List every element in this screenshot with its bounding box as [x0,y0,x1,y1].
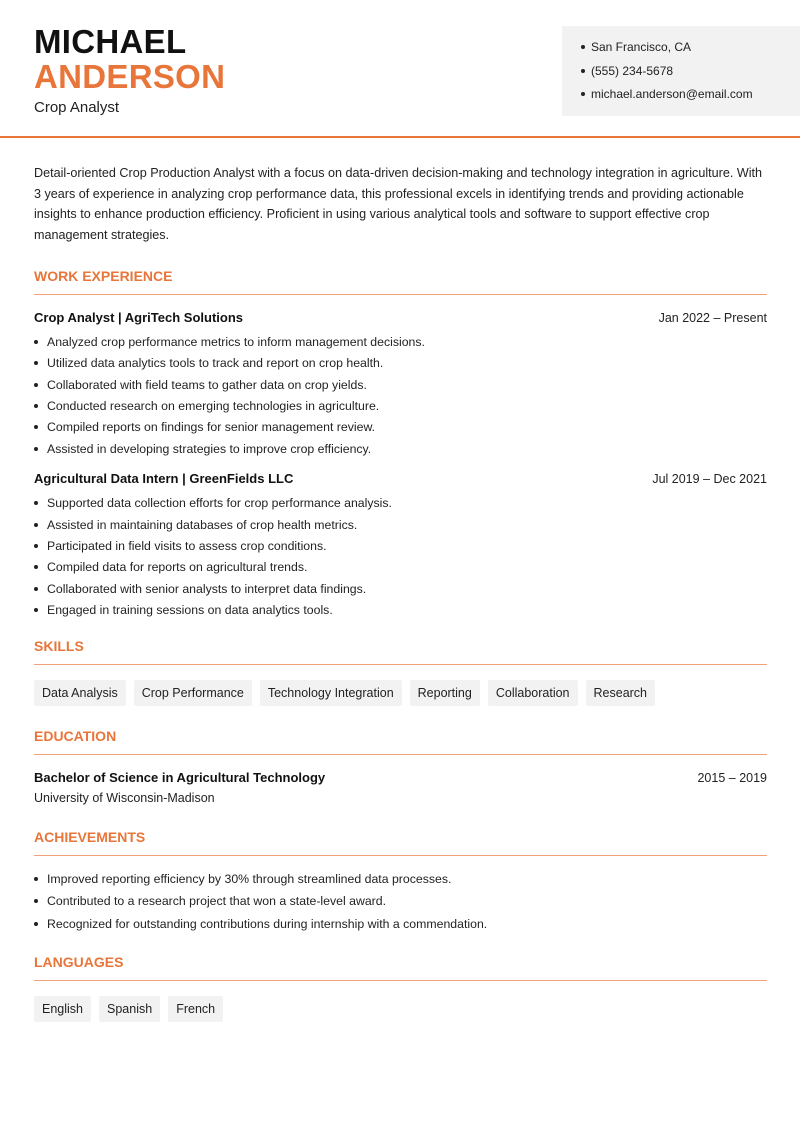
bullet-icon [581,92,585,96]
bullet-text: Participated in field visits to assess crop conditions. [47,538,327,553]
bullet-icon [34,608,38,612]
bullet-icon [34,361,38,365]
bullet-icon [34,877,38,881]
job-dates: Jan 2022 – Present [658,310,767,325]
job-entry [34,310,767,462]
resume-header [0,0,800,138]
bullet-text: Assisted in developing strategies to improve crop efficiency. [47,441,372,456]
job-role: Crop Analyst [34,99,120,116]
contact-email [581,86,800,110]
job-title: Agricultural Data Intern | GreenFields LLC [34,471,294,487]
section-title-work: WORK EXPERIENCE [34,268,767,295]
contact-location [581,39,800,63]
job-bullets [34,495,767,623]
job-dates: Jul 2019 – Dec 2021 [652,472,767,487]
bullet-text: Collaborated with senior analysts to interpret data findings. [47,581,367,596]
bullet-icon [581,45,585,49]
list-item [34,398,767,419]
bullet-text: Recognized for outstanding contributions during internship with a commendation. [47,916,488,931]
skill-tag: Crop Performance [134,680,252,706]
summary-paragraph: Detail-oriented Crop Production Analyst with a focus on data-driven decision-making and technology integration in agriculture. With 3 years of experience in analyzing crop performance data, this professional excels in identifying trends and providing actionable insights to enhance production efficiency. Proficient in using various analytical tools and software to support effective crop management strategies. [34,166,763,243]
bullet-text: Conducted research on emerging technologies in agriculture. [47,398,380,413]
bullet-text: Compiled data for reports on agricultural trends. [47,560,308,575]
education-dates: 2015 – 2019 [697,770,767,785]
skills-tags [34,680,767,706]
bullet-text: Engaged in training sessions on data analytics tools. [47,603,333,618]
bullet-text: Collaborated with field teams to gather data on crop yields. [47,377,367,392]
language-tag: French [168,996,223,1022]
achievements-section [34,829,767,939]
bullet-icon [34,899,38,903]
resume-body [34,163,767,1022]
list-item [34,538,767,559]
bullet-icon [34,447,38,451]
list-item [34,581,767,602]
bullet-text: Assisted in maintaining databases of crop health metrics. [47,517,358,532]
section-title-education: EDUCATION [34,728,767,755]
school-name: University of Wisconsin-Madison [34,790,215,805]
skill-tag: Research [586,680,656,706]
bullet-text: Supported data collection efforts for crop performance analysis. [47,496,392,511]
bullet-icon [34,523,38,527]
list-item [34,893,767,916]
list-item [34,334,767,355]
education-header [34,770,767,785]
list-item [34,441,767,462]
bullet-text: Utilized data analytics tools to track and report on crop health. [47,356,384,371]
list-item [34,602,767,623]
achievement-bullets [34,871,767,939]
bullet-icon [34,425,38,429]
list-item [34,495,767,516]
job-title: Crop Analyst | AgriTech Solutions [34,309,244,325]
job-header [34,471,767,486]
languages-section [34,954,767,1022]
last-name: ANDERSON [34,58,226,95]
list-item [34,355,767,376]
contact-box [562,26,800,116]
job-header [34,310,767,325]
skill-tag: Technology Integration [260,680,402,706]
bullet-text: Contributed to a research project that won a state-level award. [47,894,387,908]
contact-phone [581,63,800,87]
section-title-skills: SKILLS [34,638,767,665]
bullet-icon [34,501,38,505]
bullet-icon [34,404,38,408]
phone-text: (555) 234-5678 [591,63,674,78]
email-text: michael.anderson@email.com [591,87,753,101]
skills-section [34,638,767,706]
skill-tag: Data Analysis [34,680,126,706]
bullet-text: Analyzed crop performance metrics to inform management decisions. [47,334,425,349]
bullet-icon [34,340,38,344]
full-name [34,24,225,94]
degree-title: Bachelor of Science in Agricultural Technology [34,769,326,785]
location-text: San Francisco, CA [591,40,692,54]
list-item [34,871,767,894]
list-item [34,559,767,580]
bullet-icon [34,544,38,548]
job-bullets [34,334,767,462]
list-item [34,517,767,538]
section-title-languages: LANGUAGES [34,954,767,981]
list-item [34,377,767,398]
language-tag: English [34,996,91,1022]
job-entry [34,471,767,623]
work-section [34,268,767,624]
list-item [34,916,767,939]
language-tags [34,996,767,1022]
language-tag: Spanish [99,996,160,1022]
section-title-achievements: ACHIEVEMENTS [34,829,767,856]
bullet-icon [34,565,38,569]
skill-tag: Collaboration [488,680,578,706]
bullet-text: Compiled reports on findings for senior management review. [47,420,376,435]
list-item [34,419,767,440]
bullet-icon [34,587,38,591]
education-section [34,728,767,805]
first-name: MICHAEL [34,23,187,60]
skill-tag: Reporting [410,680,480,706]
bullet-icon [34,383,38,387]
bullet-icon [34,922,38,926]
bullet-icon [581,69,585,73]
bullet-text: Improved reporting efficiency by 30% through streamlined data processes. [47,871,452,886]
